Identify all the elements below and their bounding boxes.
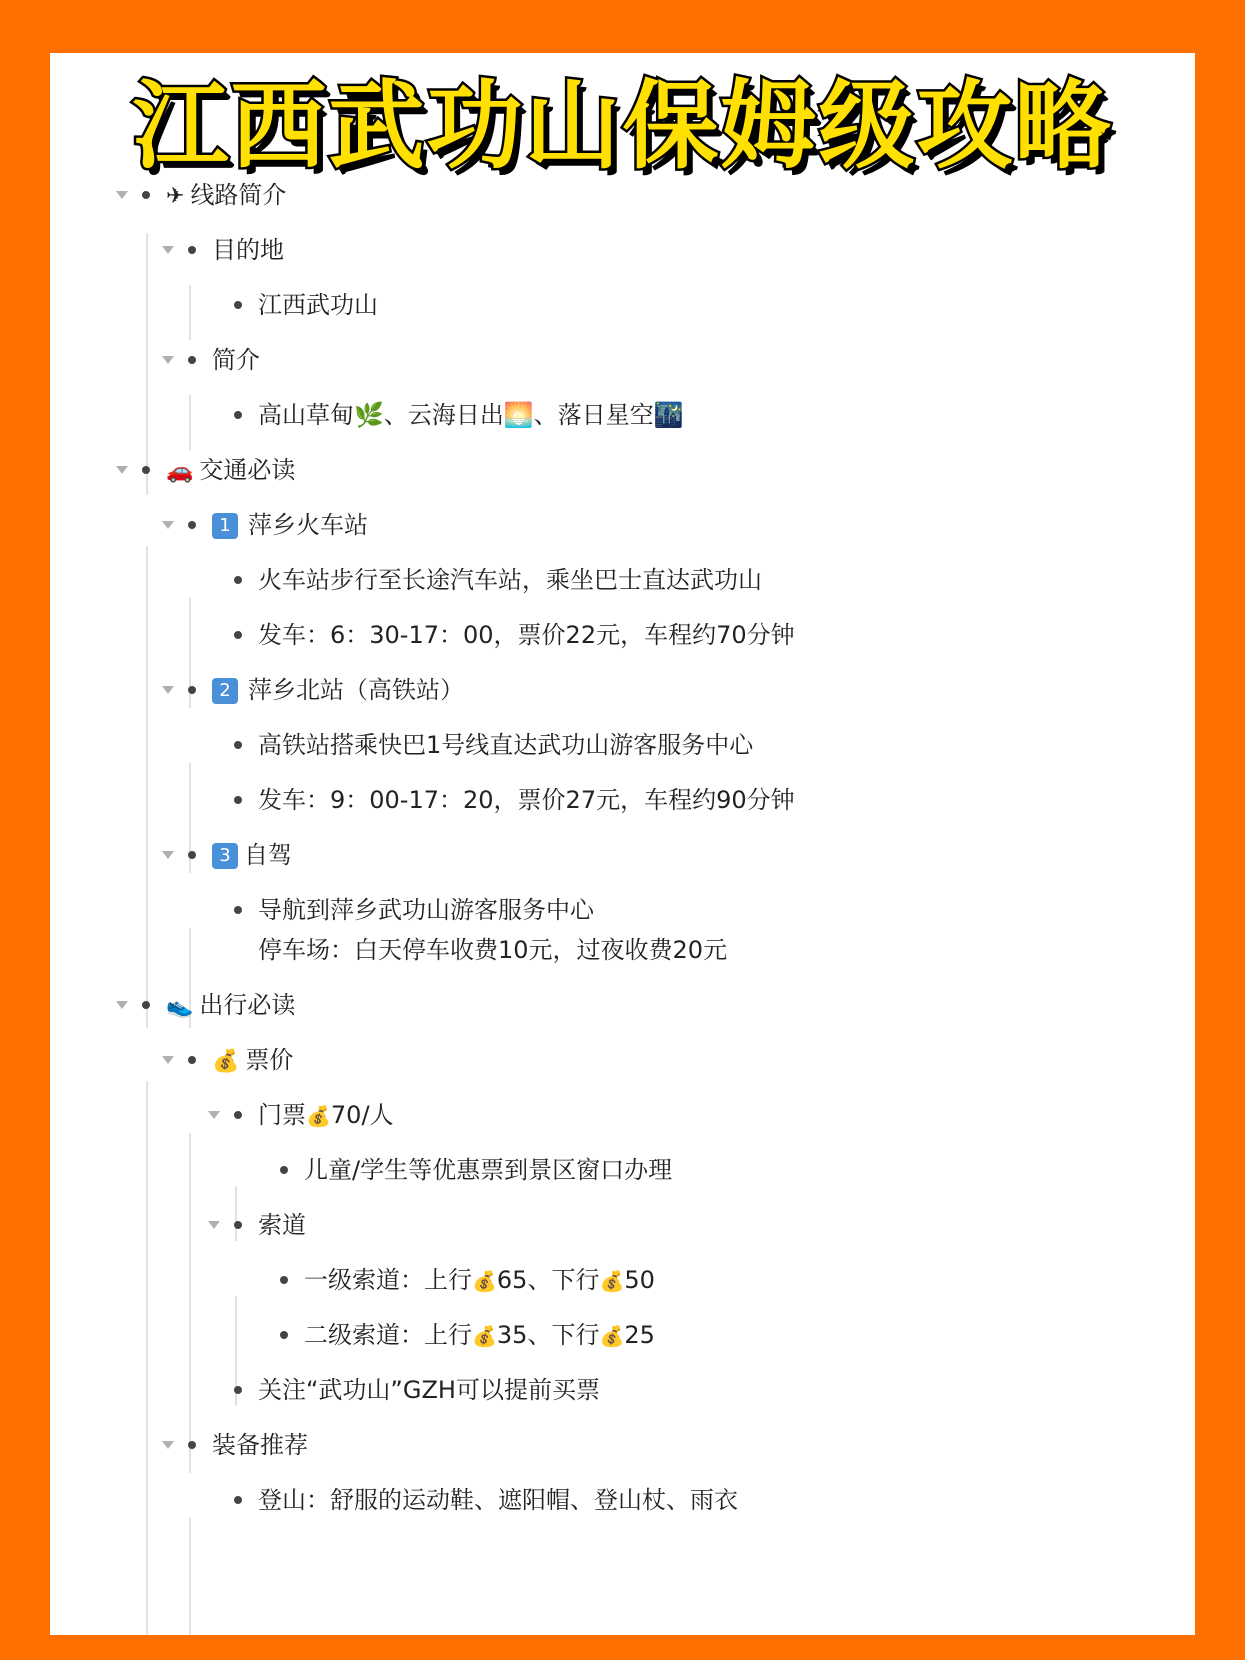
number-two-icon: 2 — [212, 678, 238, 704]
bullet-icon — [280, 1166, 288, 1174]
guide-line — [189, 395, 191, 450]
outline-label: 火车站步行至长途汽车站，乘坐巴士直达武功山 — [258, 566, 762, 594]
outline-label: 关注“武功山”GZH可以提前买票 — [258, 1376, 600, 1404]
outline-item-cable[interactable] — [258, 1205, 306, 1245]
outline-label: 、下行 — [527, 1266, 600, 1294]
money-bag-icon: 💰 — [599, 1324, 625, 1348]
outline-item-gate-ticket[interactable] — [258, 1095, 394, 1135]
outline-label: 50 — [624, 1266, 655, 1294]
bullet-icon — [234, 796, 242, 804]
outline-label-part: 、落日星空 — [533, 401, 654, 429]
collapse-caret-icon[interactable] — [162, 1441, 174, 1449]
sunrise-icon: 🌅 — [503, 401, 534, 429]
money-bag-icon: 💰 — [306, 1104, 331, 1128]
outline-label: 70/人 — [330, 1101, 394, 1129]
outline-label: 儿童/学生等优惠票到景区窗口办理 — [304, 1156, 673, 1184]
bullet-icon — [188, 521, 196, 529]
outline-label: 二级索道：上行 — [304, 1321, 472, 1349]
outline-item — [304, 1150, 672, 1190]
outline-item — [304, 1260, 655, 1300]
outline-label: 索道 — [258, 1211, 306, 1239]
outline-label: 线路简介 — [190, 181, 287, 209]
outline-label: 票价 — [245, 1046, 294, 1074]
bullet-icon — [142, 1001, 150, 1009]
outline-label: 一级索道：上行 — [304, 1266, 472, 1294]
outline-label: 简介 — [212, 346, 260, 374]
number-one-icon: 1 — [212, 513, 238, 539]
bullet-icon — [234, 1496, 242, 1504]
outline-label: 自驾 — [244, 841, 292, 869]
outline-label: 江西武功山 — [258, 291, 378, 319]
bullet-icon — [188, 1441, 196, 1449]
bullet-icon — [234, 301, 242, 309]
outline-label: 门票 — [258, 1101, 306, 1129]
guide-line — [235, 1186, 237, 1241]
outline-item — [258, 1370, 600, 1410]
outline-item-gear[interactable] — [212, 1425, 308, 1465]
outline-label: 萍乡北站（高铁站） — [248, 676, 464, 704]
bullet-icon — [188, 246, 196, 254]
collapse-caret-icon[interactable] — [162, 1056, 174, 1064]
guide-line — [189, 1518, 191, 1635]
money-bag-icon: 💰 — [472, 1324, 497, 1348]
guide-line — [189, 1133, 191, 1473]
bullet-icon — [142, 191, 150, 199]
outline-item-station1[interactable] — [212, 505, 368, 545]
number-three-icon: 3 — [212, 843, 238, 869]
outline-item — [304, 1315, 655, 1355]
outline-label: 装备推荐 — [212, 1431, 308, 1459]
outline-item-drive[interactable] — [212, 835, 292, 875]
bullet-icon — [234, 741, 242, 749]
bullet-icon — [280, 1331, 288, 1339]
outline-label: 发车：6：30-17：00，票价22元，车程约70分钟 — [258, 621, 795, 649]
outline-item-intro[interactable] — [212, 340, 260, 380]
outline-item-travel[interactable] — [166, 985, 295, 1025]
outline-item — [258, 285, 378, 325]
sneaker-icon: 👟 — [166, 994, 194, 1019]
bullet-icon — [188, 1056, 196, 1064]
outline-label-part: 、云海日出 — [383, 401, 504, 429]
money-bag-icon: 💰 — [599, 1269, 625, 1293]
bullet-icon — [234, 631, 242, 639]
collapse-caret-icon[interactable] — [162, 356, 174, 364]
money-bag-icon: 💰 — [472, 1269, 497, 1293]
guide-line — [146, 546, 148, 1028]
airplane-icon: ✈ — [166, 184, 185, 209]
outline-label: 出行必读 — [199, 991, 296, 1019]
outline-item — [258, 560, 762, 600]
bullet-icon — [234, 1386, 242, 1394]
outline-label: 登山：舒服的运动鞋、遮阳帽、登山杖、雨衣 — [258, 1486, 738, 1514]
guide-line — [146, 1081, 148, 1635]
outline-label: 交通必读 — [199, 456, 296, 484]
outline-label: 目的地 — [212, 236, 284, 264]
outline-label: 、下行 — [527, 1321, 600, 1349]
outline-item-transport[interactable] — [166, 450, 295, 490]
outline-label: 35 — [496, 1321, 528, 1349]
car-icon: 🚗 — [166, 459, 194, 484]
night-city-icon: 🌃 — [653, 401, 684, 429]
bullet-icon — [188, 686, 196, 694]
page-title: 江西武功山保姆级攻略 — [132, 70, 1113, 182]
outline-item-route[interactable] — [166, 175, 286, 215]
bullet-icon — [234, 1221, 242, 1229]
collapse-caret-icon[interactable] — [162, 686, 174, 694]
collapse-caret-icon[interactable] — [116, 191, 128, 199]
bullet-icon — [188, 356, 196, 364]
collapse-caret-icon[interactable] — [162, 851, 174, 859]
outline-label: 发车：9：00-17：20，票价27元，车程约90分钟 — [258, 786, 795, 814]
outline-item — [258, 1480, 738, 1520]
collapse-caret-icon[interactable] — [208, 1221, 220, 1229]
collapse-caret-icon[interactable] — [162, 521, 174, 529]
collapse-caret-icon[interactable] — [208, 1111, 220, 1119]
outline-item-tickets[interactable] — [212, 1040, 293, 1080]
outline-label-part: 高山草甸 — [258, 401, 354, 429]
outline-item — [258, 395, 684, 435]
outline-item-destination[interactable] — [212, 230, 284, 270]
outline-label: 25 — [624, 1321, 655, 1349]
herb-icon: 🌿 — [354, 401, 384, 429]
outline-item — [258, 890, 727, 970]
money-bag-icon: 💰 — [212, 1049, 240, 1074]
bullet-icon — [234, 1111, 242, 1119]
collapse-caret-icon[interactable] — [116, 466, 128, 474]
bullet-icon — [188, 851, 196, 859]
outline-label: 导航到萍乡武功山游客服务中心 — [258, 896, 594, 924]
outline-label: 65 — [496, 1266, 528, 1294]
outline-label: 萍乡火车站 — [248, 511, 368, 539]
guide-line — [189, 285, 191, 340]
outline-item — [258, 615, 795, 655]
bullet-icon — [234, 906, 242, 914]
bullet-icon — [280, 1276, 288, 1284]
outline-label: 停车场：白天停车收费10元，过夜收费20元 — [258, 936, 728, 964]
outline-item — [258, 725, 753, 765]
bullet-icon — [234, 576, 242, 584]
outline-item-station2[interactable] — [212, 670, 464, 710]
bullet-icon — [142, 466, 150, 474]
outline-item — [258, 780, 795, 820]
document-card — [50, 53, 1195, 1635]
collapse-caret-icon[interactable] — [162, 246, 174, 254]
collapse-caret-icon[interactable] — [116, 1001, 128, 1009]
guide-line — [146, 233, 148, 495]
bullet-icon — [234, 411, 242, 419]
outline-label: 高铁站搭乘快巴1号线直达武功山游客服务中心 — [258, 731, 754, 759]
